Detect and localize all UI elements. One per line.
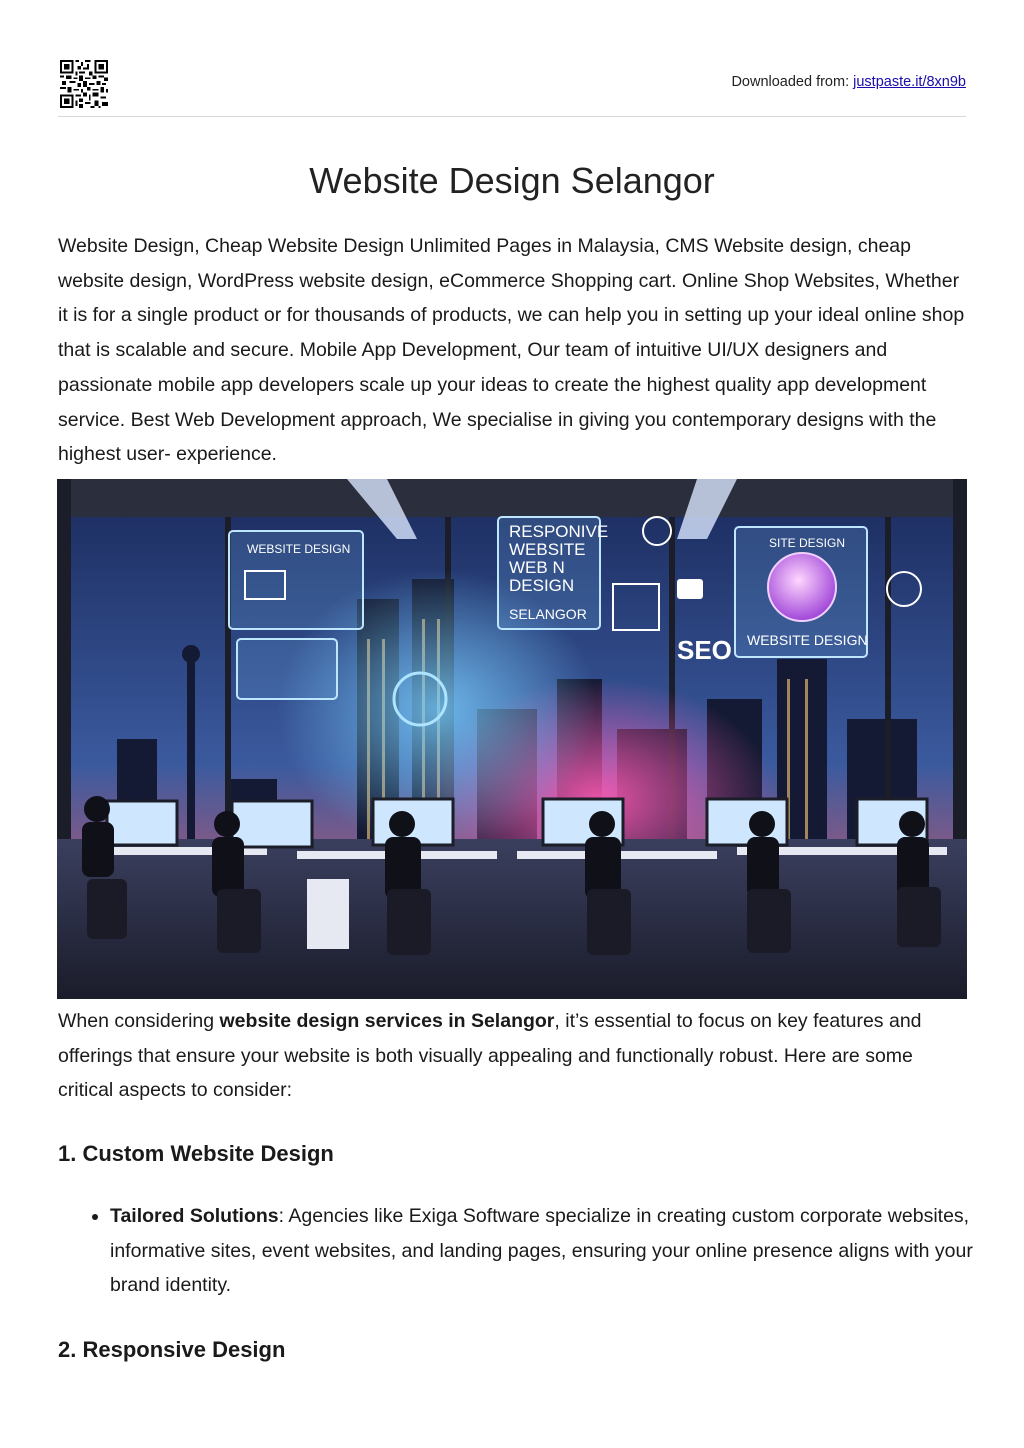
- hero-center-line: WEB N: [509, 558, 565, 577]
- section-heading-custom-design: 1. Custom Website Design: [58, 1141, 334, 1166]
- list-item-text: : Agencies like Exiga Software specialize in creating custom corporate websites, informative sites, event websites, and landing pages, ensuring your online presence aligns with your brand identity.: [110, 1205, 973, 1297]
- section-list: [58, 1199, 1020, 1303]
- lock-icon: [677, 579, 703, 599]
- considering-paragraph: [58, 1004, 968, 1108]
- download-source: [731, 74, 966, 90]
- considering-after: , it’s essential to focus on key features and offerings that ensure your website is both visually appealing and functionally robust. Here are some critical aspects to consider:: [58, 1010, 922, 1102]
- hero-panel-right-sub: WEBSITE DESIGN: [747, 632, 868, 648]
- section-heading-responsive-design: 2. Responsive Design: [58, 1337, 286, 1362]
- hero-center-sub: SELANGOR: [509, 606, 587, 622]
- hero-center-line: WEBSITE: [509, 540, 586, 559]
- source-link[interactable]: justpaste.it/8xn9b: [853, 74, 966, 90]
- hero-panel-right: SITE DESIGN: [769, 536, 846, 550]
- hero-panel-left: WEBSITE DESIGN: [247, 542, 351, 556]
- header-divider: [58, 116, 966, 117]
- globe-icon: [768, 553, 836, 621]
- hero-image: [57, 479, 967, 999]
- considering-bold: website design services in Selangor: [219, 1010, 555, 1032]
- considering-before: When considering: [58, 1010, 220, 1032]
- list-item-bold: Tailored Solutions: [110, 1205, 279, 1227]
- hero-center-line: DESIGN: [509, 576, 575, 595]
- hero-center-line: RESPONIVE: [509, 522, 609, 541]
- page-title: Website Design Selangor: [309, 160, 715, 201]
- download-prefix: Downloaded from:: [731, 74, 850, 90]
- list-item: [110, 1199, 1020, 1303]
- hero-seo: SEO: [677, 635, 732, 665]
- intro-paragraph: Website Design, Cheap Website Design Unlimited Pages in Malaysia, CMS Website design, cheap website design, WordPress website design, eCommerce Shopping cart. Online Shop Websites, Whether it is for a single product or for thousands of products, we can help you in setting up your ideal online shop that is scalable and secure. Mobile App Development, Our team of intuitive UI/UX designers and passionate mobile app developers scale up your ideas to create the highest quality app development service. Best Web Development approach, We specialise in giving you contemporary designs with the highest user- experience.: [58, 235, 965, 466]
- qr-code: [60, 60, 108, 108]
